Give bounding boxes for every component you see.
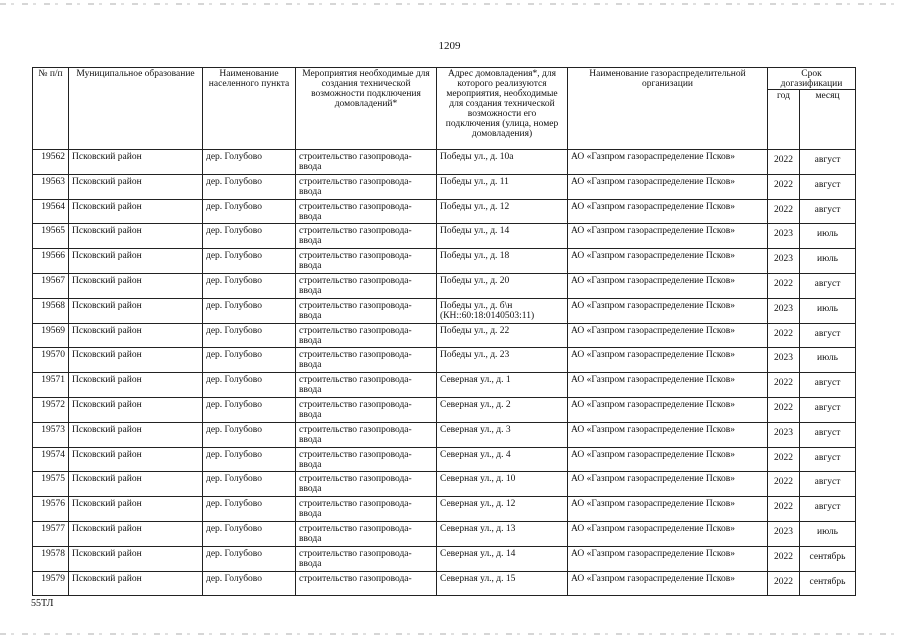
cell-settlement: дер. Голубово xyxy=(203,397,296,422)
table-row xyxy=(33,472,856,497)
cell-month: август xyxy=(800,150,856,175)
cell-year: 2022 xyxy=(768,571,800,596)
cell-settlement: дер. Голубово xyxy=(203,323,296,348)
cell-settlement: дер. Голубово xyxy=(203,373,296,398)
cell-month: сентябрь xyxy=(800,546,856,571)
cell-num: 19568 xyxy=(33,298,69,323)
cell-address: Северная ул., д. 4 xyxy=(437,447,568,472)
cell-year: 2022 xyxy=(768,373,800,398)
cell-month: август xyxy=(800,397,856,422)
cell-year: 2022 xyxy=(768,199,800,224)
cell-measure: строительство газопровода- xyxy=(296,571,437,596)
cell-num: 19578 xyxy=(33,546,69,571)
scan-noise-top xyxy=(0,3,899,5)
cell-num: 19564 xyxy=(33,199,69,224)
cell-organization: АО «Газпром газораспределение Псков» xyxy=(568,521,768,546)
cell-num: 19567 xyxy=(33,273,69,298)
cell-measure: строительство газопровода-ввода xyxy=(296,348,437,373)
cell-organization: АО «Газпром газораспределение Псков» xyxy=(568,323,768,348)
cell-address: Победы ул., д. 11 xyxy=(437,174,568,199)
cell-organization: АО «Газпром газораспределение Псков» xyxy=(568,397,768,422)
header-month: месяц xyxy=(800,90,856,150)
cell-year: 2022 xyxy=(768,497,800,522)
table-row xyxy=(33,199,856,224)
table-row xyxy=(33,249,856,274)
cell-settlement: дер. Голубово xyxy=(203,447,296,472)
table-row xyxy=(33,273,856,298)
table-row xyxy=(33,546,856,571)
header-municipality: Муниципальное образование xyxy=(69,68,203,150)
cell-organization: АО «Газпром газораспределение Псков» xyxy=(568,571,768,596)
cell-month: август xyxy=(800,497,856,522)
cell-num: 19574 xyxy=(33,447,69,472)
cell-municipality: Псковский район xyxy=(69,174,203,199)
cell-month: август xyxy=(800,199,856,224)
cell-settlement: дер. Голубово xyxy=(203,521,296,546)
cell-measure: строительство газопровода-ввода xyxy=(296,224,437,249)
cell-organization: АО «Газпром газораспределение Псков» xyxy=(568,422,768,447)
cell-measure: строительство газопровода-ввода xyxy=(296,497,437,522)
cell-municipality: Псковский район xyxy=(69,571,203,596)
cell-month: август xyxy=(800,174,856,199)
cell-settlement: дер. Голубово xyxy=(203,150,296,175)
cell-measure: строительство газопровода-ввода xyxy=(296,546,437,571)
cell-address: Победы ул., д. 23 xyxy=(437,348,568,373)
cell-settlement: дер. Голубово xyxy=(203,348,296,373)
cell-num: 19570 xyxy=(33,348,69,373)
cell-measure: строительство газопровода-ввода xyxy=(296,199,437,224)
cell-organization: АО «Газпром газораспределение Псков» xyxy=(568,249,768,274)
cell-month: июль xyxy=(800,249,856,274)
cell-year: 2022 xyxy=(768,174,800,199)
cell-municipality: Псковский район xyxy=(69,422,203,447)
cell-municipality: Псковский район xyxy=(69,199,203,224)
cell-municipality: Псковский район xyxy=(69,348,203,373)
cell-municipality: Псковский район xyxy=(69,472,203,497)
cell-municipality: Псковский район xyxy=(69,298,203,323)
table-row xyxy=(33,224,856,249)
cell-month: август xyxy=(800,273,856,298)
table-row xyxy=(33,571,856,596)
cell-settlement: дер. Голубово xyxy=(203,249,296,274)
cell-month: июль xyxy=(800,348,856,373)
cell-num: 19572 xyxy=(33,397,69,422)
cell-measure: строительство газопровода-ввода xyxy=(296,397,437,422)
cell-year: 2022 xyxy=(768,447,800,472)
cell-num: 19562 xyxy=(33,150,69,175)
cell-municipality: Псковский район xyxy=(69,546,203,571)
cell-month: август xyxy=(800,373,856,398)
cell-settlement: дер. Голубово xyxy=(203,472,296,497)
cell-settlement: дер. Голубово xyxy=(203,546,296,571)
cell-year: 2022 xyxy=(768,472,800,497)
table-row xyxy=(33,323,856,348)
table-row xyxy=(33,373,856,398)
header-measures: Мероприятия необходимые для создания технической возможности подключения домовладений* xyxy=(296,68,437,150)
cell-year: 2023 xyxy=(768,348,800,373)
cell-organization: АО «Газпром газораспределение Псков» xyxy=(568,199,768,224)
table-row xyxy=(33,150,856,175)
page-number: 1209 xyxy=(438,40,461,52)
cell-municipality: Псковский район xyxy=(69,521,203,546)
cell-organization: АО «Газпром газораспределение Псков» xyxy=(568,273,768,298)
cell-year: 2022 xyxy=(768,397,800,422)
cell-num: 19565 xyxy=(33,224,69,249)
cell-municipality: Псковский район xyxy=(69,373,203,398)
cell-num: 19573 xyxy=(33,422,69,447)
header-settlement: Наименование населенного пункта xyxy=(203,68,296,150)
cell-settlement: дер. Голубово xyxy=(203,199,296,224)
cell-measure: строительство газопровода-ввода xyxy=(296,249,437,274)
cell-month: июль xyxy=(800,521,856,546)
cell-address: Победы ул., д. 22 xyxy=(437,323,568,348)
cell-settlement: дер. Голубово xyxy=(203,273,296,298)
footer-code: 55ТЛ xyxy=(31,598,54,609)
cell-year: 2023 xyxy=(768,298,800,323)
table-row xyxy=(33,422,856,447)
cell-address: Северная ул., д. 3 xyxy=(437,422,568,447)
cell-year: 2023 xyxy=(768,521,800,546)
cell-measure: строительство газопровода-ввода xyxy=(296,422,437,447)
cell-organization: АО «Газпром газораспределение Псков» xyxy=(568,174,768,199)
cell-settlement: дер. Голубово xyxy=(203,174,296,199)
cell-address: Северная ул., д. 13 xyxy=(437,521,568,546)
cell-measure: строительство газопровода-ввода xyxy=(296,447,437,472)
cell-measure: строительство газопровода-ввода xyxy=(296,174,437,199)
cell-num: 19569 xyxy=(33,323,69,348)
cell-municipality: Псковский район xyxy=(69,150,203,175)
table-row xyxy=(33,397,856,422)
table-row xyxy=(33,348,856,373)
cell-month: июль xyxy=(800,298,856,323)
cell-organization: АО «Газпром газораспределение Псков» xyxy=(568,447,768,472)
cell-year: 2022 xyxy=(768,273,800,298)
cell-year: 2022 xyxy=(768,323,800,348)
cell-address: Северная ул., д. 1 xyxy=(437,373,568,398)
cell-address: Победы ул., д. 12 xyxy=(437,199,568,224)
cell-month: июль xyxy=(800,224,856,249)
cell-settlement: дер. Голубово xyxy=(203,497,296,522)
cell-address: Победы ул., д. 14 xyxy=(437,224,568,249)
cell-municipality: Псковский район xyxy=(69,397,203,422)
cell-month: сентябрь xyxy=(800,571,856,596)
cell-address: Северная ул., д. 12 xyxy=(437,497,568,522)
cell-year: 2022 xyxy=(768,150,800,175)
cell-num: 19571 xyxy=(33,373,69,398)
cell-organization: АО «Газпром газораспределение Псков» xyxy=(568,373,768,398)
header-organization: Наименование газораспределительной организации xyxy=(568,68,768,150)
cell-num: 19576 xyxy=(33,497,69,522)
header-year: год xyxy=(768,90,800,150)
cell-month: август xyxy=(800,447,856,472)
cell-municipality: Псковский район xyxy=(69,323,203,348)
cell-year: 2023 xyxy=(768,249,800,274)
cell-municipality: Псковский район xyxy=(69,447,203,472)
cell-month: август xyxy=(800,323,856,348)
cell-measure: строительство газопровода-ввода xyxy=(296,298,437,323)
cell-settlement: дер. Голубово xyxy=(203,422,296,447)
cell-measure: строительство газопровода-ввода xyxy=(296,472,437,497)
cell-municipality: Псковский район xyxy=(69,497,203,522)
cell-address: Северная ул., д. 14 xyxy=(437,546,568,571)
cell-address: Победы ул., д. 10а xyxy=(437,150,568,175)
cell-municipality: Псковский район xyxy=(69,273,203,298)
cell-organization: АО «Газпром газораспределение Псков» xyxy=(568,348,768,373)
cell-num: 19563 xyxy=(33,174,69,199)
cell-year: 2023 xyxy=(768,422,800,447)
header-address: Адрес домовладения*, для которого реализуются мероприятия, необходимые для создания технической возможности его подключения (улица, номер домовладения) xyxy=(437,68,568,150)
header-num: № п/п xyxy=(33,68,69,150)
cell-month: август xyxy=(800,472,856,497)
cell-year: 2023 xyxy=(768,224,800,249)
cell-measure: строительство газопровода-ввода xyxy=(296,521,437,546)
cell-address: Северная ул., д. 10 xyxy=(437,472,568,497)
cell-address: Победы ул., д. б\н (КН::60:18:0140503:11) xyxy=(437,298,568,323)
table-row xyxy=(33,447,856,472)
cell-year: 2022 xyxy=(768,546,800,571)
cell-num: 19579 xyxy=(33,571,69,596)
cell-num: 19577 xyxy=(33,521,69,546)
header-term: Срок догазификации xyxy=(768,68,856,90)
table-row xyxy=(33,497,856,522)
cell-measure: строительство газопровода-ввода xyxy=(296,323,437,348)
cell-settlement: дер. Голубово xyxy=(203,571,296,596)
cell-measure: строительство газопровода-ввода xyxy=(296,150,437,175)
cell-num: 19566 xyxy=(33,249,69,274)
cell-organization: АО «Газпром газораспределение Псков» xyxy=(568,150,768,175)
table-row xyxy=(33,298,856,323)
cell-address: Северная ул., д. 15 xyxy=(437,571,568,596)
cell-municipality: Псковский район xyxy=(69,224,203,249)
cell-measure: строительство газопровода-ввода xyxy=(296,373,437,398)
cell-organization: АО «Газпром газораспределение Псков» xyxy=(568,298,768,323)
cell-organization: АО «Газпром газораспределение Псков» xyxy=(568,224,768,249)
cell-measure: строительство газопровода-ввода xyxy=(296,273,437,298)
cell-num: 19575 xyxy=(33,472,69,497)
cell-address: Победы ул., д. 18 xyxy=(437,249,568,274)
cell-address: Победы ул., д. 20 xyxy=(437,273,568,298)
cell-organization: АО «Газпром газораспределение Псков» xyxy=(568,472,768,497)
table-row xyxy=(33,174,856,199)
cell-settlement: дер. Голубово xyxy=(203,298,296,323)
cell-municipality: Псковский район xyxy=(69,249,203,274)
cell-settlement: дер. Голубово xyxy=(203,224,296,249)
cell-organization: АО «Газпром газораспределение Псков» xyxy=(568,546,768,571)
scan-noise-bottom xyxy=(0,633,899,635)
cell-organization: АО «Газпром газораспределение Псков» xyxy=(568,497,768,522)
cell-month: август xyxy=(800,422,856,447)
cell-address: Северная ул., д. 2 xyxy=(437,397,568,422)
gasification-table xyxy=(32,67,856,596)
table-row xyxy=(33,521,856,546)
